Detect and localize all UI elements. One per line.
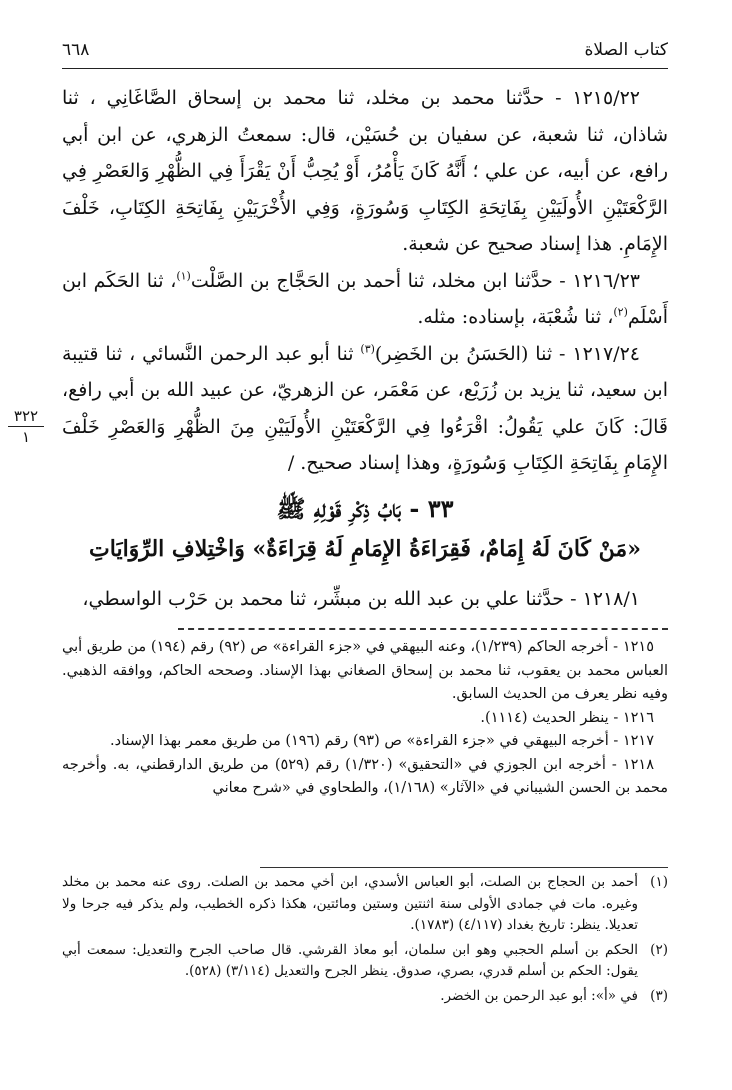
footnote-number: (٣) xyxy=(650,987,668,1004)
hadith-1216-isnad-a: ١٢١٦/٢٣ - حدَّثنا ابن مخلد، ثنا أحمد بن الحَجَّاج بن الصَّلْت xyxy=(190,269,640,292)
folio-side: ١ xyxy=(21,428,31,446)
book-title: كتاب الصلاة xyxy=(584,40,668,60)
hadith-1216-isnad-c: ، ثنا شُعْبَة، بإسناده: مثله. xyxy=(417,306,614,328)
footnote-divider xyxy=(260,867,668,868)
footnote-ref-1: (١) xyxy=(176,269,191,283)
takhrij-1218: ١٢١٨ - أخرجه ابن الجوزي في «التحقيق» (١/٣٢٠) رقم (٥٢٩) من طريق الدارقطني، به. وأخرجه محمد بن الحسن الشيباني في «الآثار» (١/١٦٨)، والطحاوي في «شرح معاني xyxy=(62,756,668,796)
footnote-3 xyxy=(62,986,668,1008)
hadith-1217-matn: اقْرَءُوا فِي الرَّكْعَتَيْنِ الأُولَيَيْنِ مِنَ الظُّهْرِ وَالعَصْرِ خَلْفَ الإِمَامِ بِفَاتِحَةِ الكِتَابِ وَسُورَةٍ، xyxy=(62,415,668,474)
takhrij-divider xyxy=(178,628,668,630)
footnote-2 xyxy=(62,940,668,983)
chapter-subtitle: «مَنْ كَانَ لَهُ إِمَامٌ، فَقِرَاءَةُ الإِمَامِ لَهُ قِرَاءَةٌ» وَاخْتِلافِ الرِّوَايَاتِ xyxy=(89,536,641,562)
hadith-1215 xyxy=(62,80,668,263)
hadith-1217 xyxy=(62,336,668,482)
footnote-number: (٢) xyxy=(650,941,668,958)
footnote-ref-3: (٣) xyxy=(360,342,375,356)
takhrij-1215: ١٢١٥ - أخرجه الحاكم (١/٢٣٩)، وعنه البيهقي في «جزء القراءة» ص (٩٢) رقم (١٩٤) من طريق أبي العباس محمد بن يعقوب، ثنا محمد بن إسحاق الصغاني بهذا الإسناد. وصححه الحاكم، ووافقه الذهبي. وفيه نظر يعرف من الحديث السابق. xyxy=(62,639,668,702)
hadith-1218: ١٢١٨/١ - حدَّثنا علي بن عبد الله بن مبشِّر، ثنا محمد بن حَرْب الواسطي، xyxy=(82,588,640,610)
takhrij-section xyxy=(62,636,668,801)
hadith-1216 xyxy=(62,263,668,336)
footnote-text: أحمد بن الحجاج بن الصلت، أبو العباس الأسدي، ابن أخي محمد بن الصلت. روى عنه محمد بن مخلد وغيره. مات في جمادى الأولى سنة اثنتين وستين ومائتين، هكذا ذكره الخطيب، ولم يذكر فيه جرحا ولا تعديلا. ينظر: تاريخ بغداد (٤/١١٧) (١٧٨٣). xyxy=(62,874,638,933)
folio-rule xyxy=(8,426,44,427)
hadith-1217-isnad-b: ثنا أبو عبد الرحمن النَّسائي ، ثنا قتيبة ابن سعيد، ثنا يزيد بن زُرَيْع، عن مَعْمَر، عن الزهريّ، عن عبيد الله بن أبي رافع، قَالَ: كَانَ علي يَقُولُ: xyxy=(62,342,668,438)
footnote-text: في «أ»: أبو عبد الرحمن بن الخضر. xyxy=(440,987,638,1004)
hadith-1216-isnad-b: ، ثنا الحَكَم ابن أَسْلَم xyxy=(62,269,668,328)
hadith-1217-isnad-a: ١٢١٧/٢٤ - ثنا (الحَسَنُ بن الخَضِر) xyxy=(374,342,640,365)
takhrij-1217: ١٢١٧ - أخرجه البيهقي في «جزء القراءة» ص (٩٣) رقم (١٩٦) من طريق معمر بهذا الإسناد. xyxy=(110,733,654,749)
footnote-number: (١) xyxy=(650,874,668,890)
footnotes xyxy=(62,872,668,1010)
chapter-title: ٣٣ - بَابُ ذِكْرِ قَوْلِهِ ﷺ xyxy=(276,494,454,523)
running-header xyxy=(62,38,668,69)
hadith-1215-matn: أَنَّهُ كَانَ يَأْمُرُ، أَوْ يُحِبُّ أَنْ يَقْرَأَ فِي الظُّهْرِ وَالعَصْرِ فِي الرَّكْعَتَيْنِ الأُولَيَيْنِ بِفَاتِحَةِ الكِتَابِ وَسُورَةٍ، وَفِي الأُخْرَيَيْنِ بِفَاتِحَةِ الكِتَابِ، خَلْفَ الإِمَامِ. xyxy=(62,160,668,255)
hadith-1215-isnad: ١٢١٥/٢٢ - حدَّثنا محمد بن مخلد، ثنا محمد بن إسحاق الصَّاغَانِي ، ثنا شاذان، ثنا شعبة، عن سفيان بن حُسَيْن، قال: سمعتُ الزهري، عن ابن أبي رافع، عن أبيه، عن علي ؛ xyxy=(62,87,669,182)
takhrij-1216: ١٢١٦ - ينظر الحديث (١١١٤). xyxy=(480,709,654,726)
main-text xyxy=(62,80,668,482)
page-number: ٦٦٨ xyxy=(62,40,90,60)
manuscript-folio-marker xyxy=(6,408,46,445)
folio-number: ٣٢٢ xyxy=(13,407,39,425)
footnote-ref-2: (٢) xyxy=(613,305,628,319)
footnote-1 xyxy=(62,872,668,937)
hadith-1215-grade: هذا إسناد صحيح عن شعبة. xyxy=(402,233,613,255)
footnote-text: الحكم بن أسلم الحجبي وهو ابن سلمان، أبو معاذ القرشي. قال صاحب الجرح والتعديل: سمعت أبي يقول: الحكم بن أسلم قدري، بصري، صدوق. ينظر الجرح والتعديل (٣/١١٤) (٥٢٨). xyxy=(62,941,638,979)
hadith-1217-grade: وهذا إسناد صحيح. / xyxy=(287,452,441,474)
